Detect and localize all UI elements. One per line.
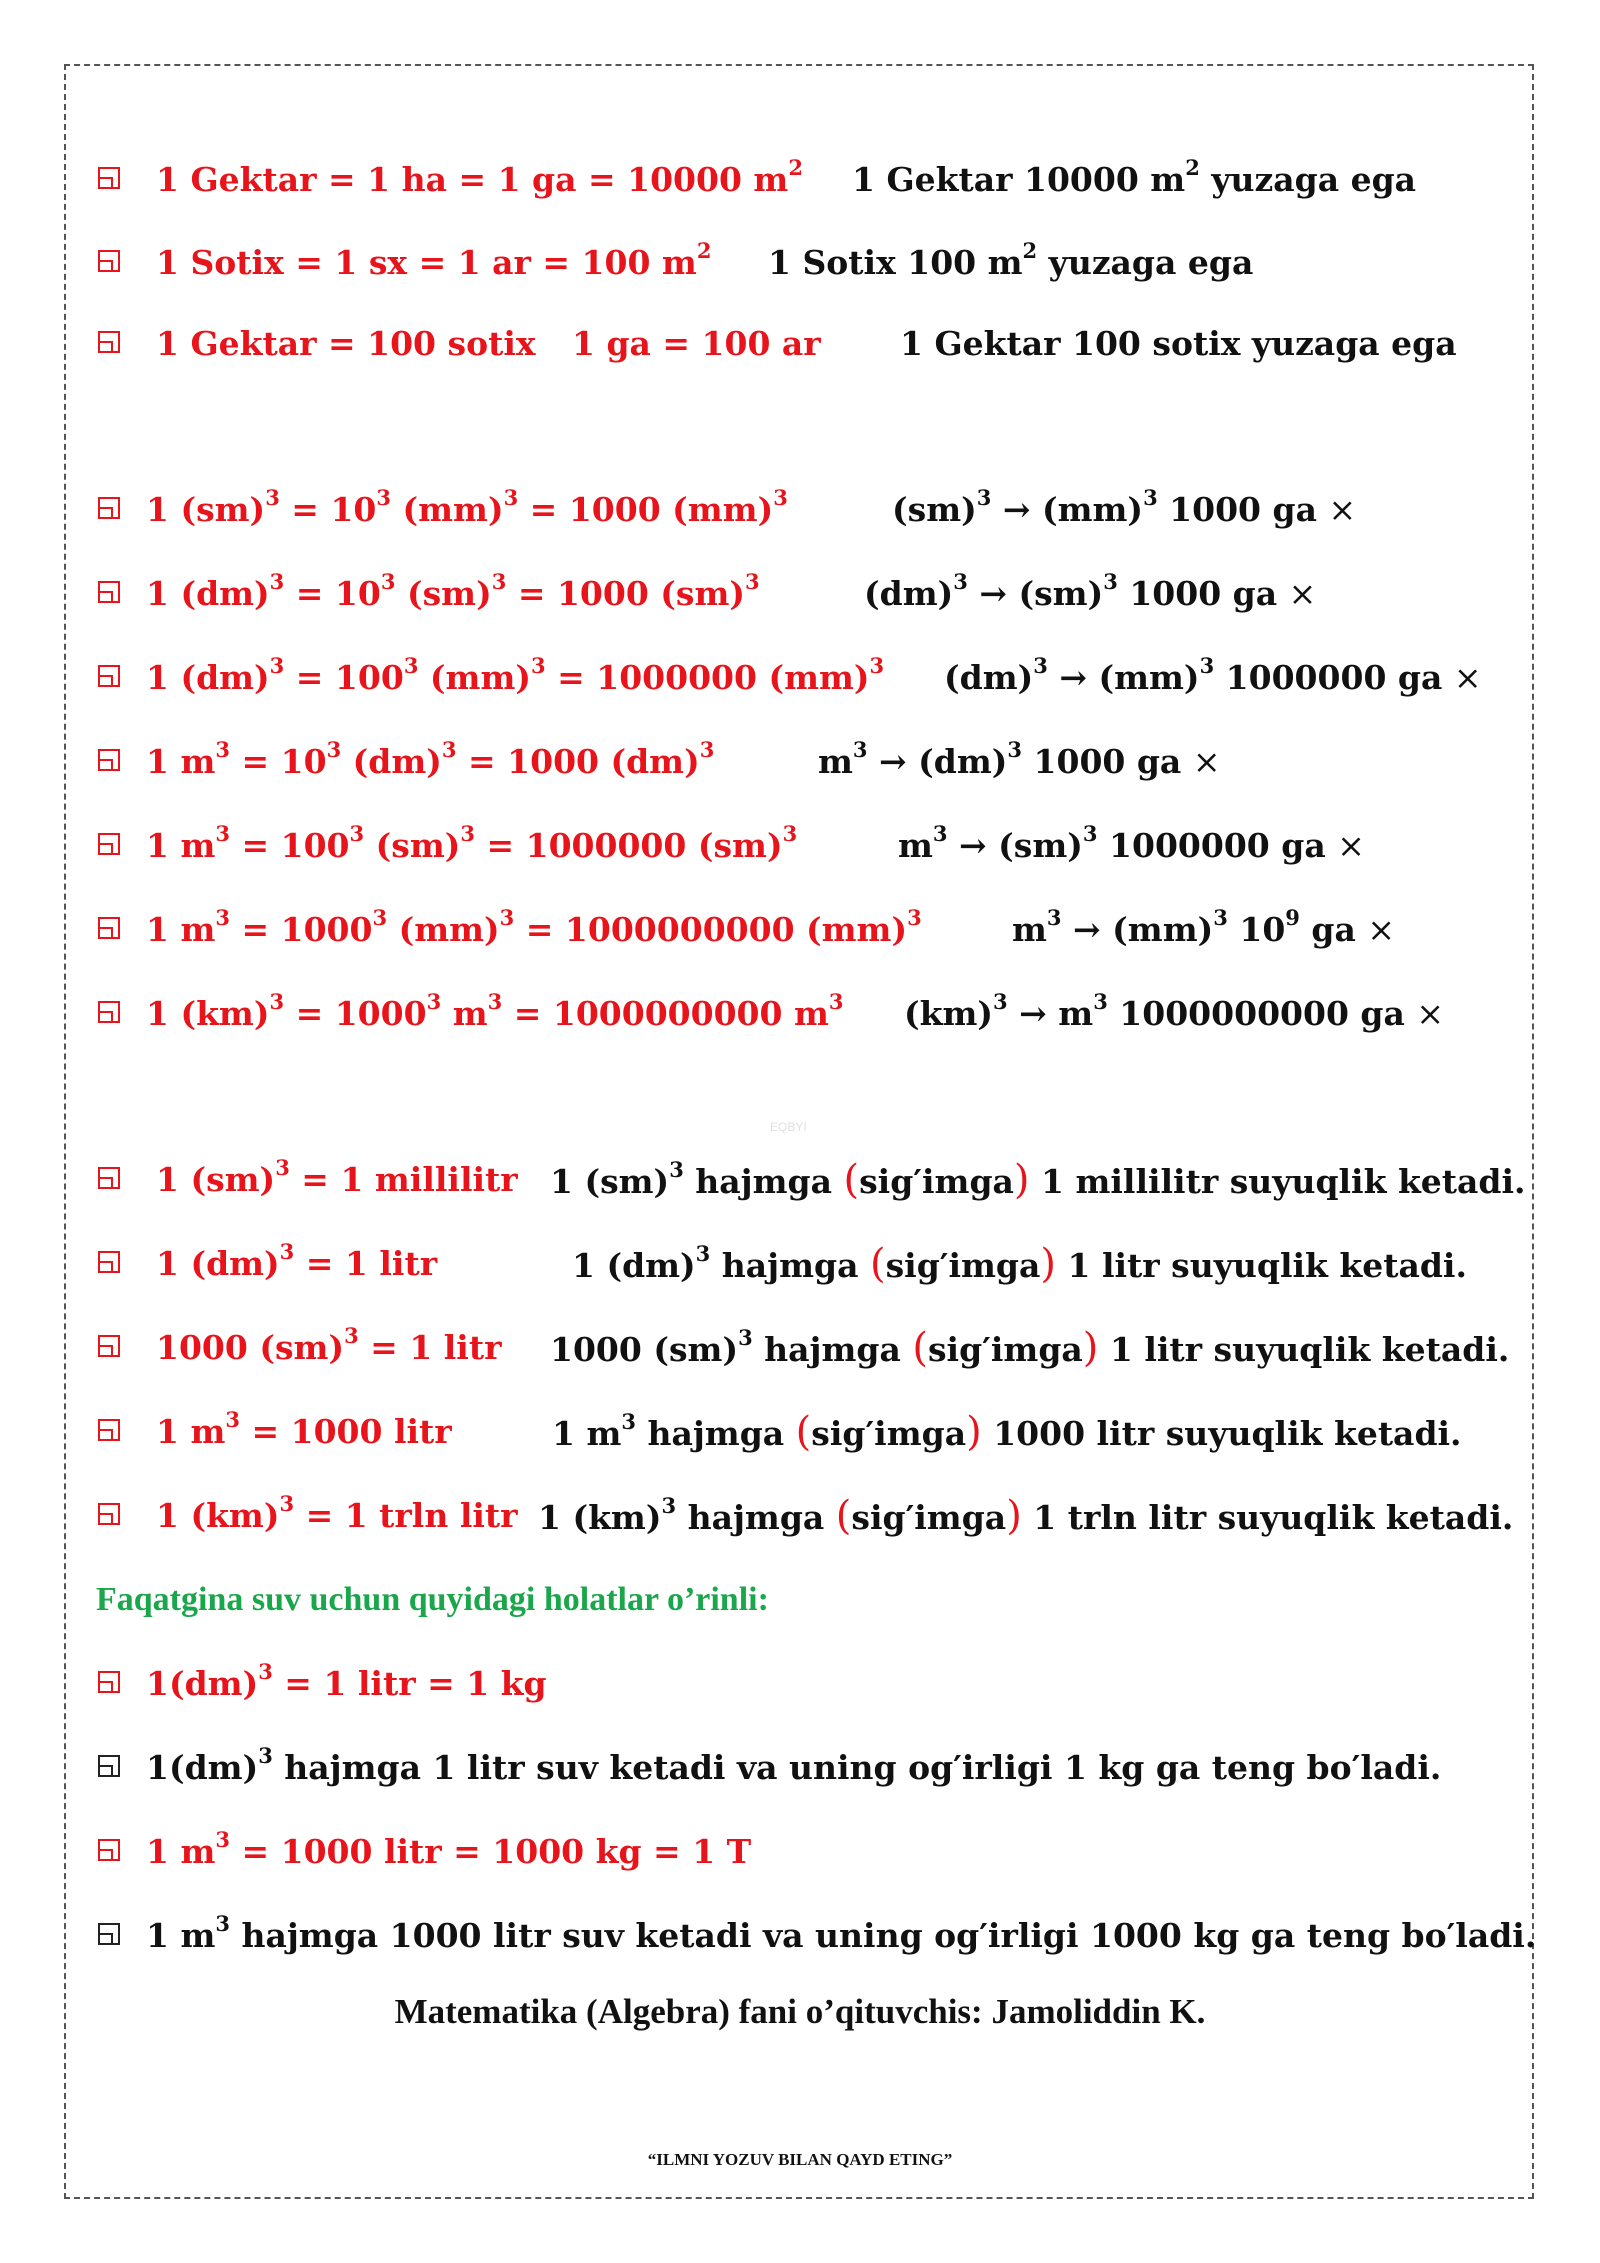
area-formula-alt: 1 ga = 100 ar bbox=[572, 324, 821, 363]
water-heading-row bbox=[0, 1570, 1600, 1630]
checkbox-icon bbox=[98, 1001, 120, 1023]
area-formula: 1 Sotix = 1 sx = 1 ar = 100 $m^2$ bbox=[156, 238, 712, 282]
water-row-2 bbox=[0, 1738, 1600, 1798]
checkbox-icon bbox=[98, 833, 120, 855]
capacity-row-3 bbox=[0, 1318, 1600, 1378]
volume-note: (sm)$^3$ → (mm)$^3$ 1000 ga × bbox=[892, 485, 1357, 529]
volume-formula: 1 $(dm)^3 = 10^3$ (sm)$^3$ = 1000 (sm)$^3$ bbox=[146, 569, 760, 613]
water-row-1 bbox=[0, 1654, 1600, 1714]
checkbox-icon bbox=[98, 1923, 120, 1945]
volume-row-6 bbox=[0, 900, 1600, 960]
watermark: EQBYI bbox=[770, 1120, 807, 1134]
volume-formula: 1 $(dm)^3 = 100^3$ (mm)$^3$ = 1000000 (mm)$^3$ bbox=[146, 653, 885, 697]
area-row-2 bbox=[0, 233, 1600, 293]
area-formula: 1 Gektar = 1 ha = 1 ga = 10000 $m^2$ bbox=[156, 155, 803, 199]
author-credit: Matematika (Algebra) fani o’qituvchis: Jamoliddin K. bbox=[394, 1992, 1206, 2031]
capacity-formula: 1000 (sm)$^3$ = 1 litr bbox=[156, 1323, 502, 1367]
capacity-note: 1 (km)$^3$ hajmga (sig′imga) 1 trln litr suyuqlik ketadi. bbox=[538, 1493, 1514, 1539]
capacity-row-4 bbox=[0, 1402, 1600, 1462]
checkbox-icon bbox=[98, 1755, 120, 1777]
volume-note: $(km)^3 \to m^3$ 1000000000 ga × bbox=[904, 989, 1445, 1033]
capacity-row-5 bbox=[0, 1486, 1600, 1546]
area-row-1 bbox=[0, 150, 1600, 210]
checkbox-icon bbox=[98, 1671, 120, 1693]
volume-note: (dm)$^3$ → (sm)$^3$ 1000 ga × bbox=[864, 569, 1317, 613]
volume-note: $m^3 \to (mm)^3$ $10^9$ ga × bbox=[1012, 905, 1396, 949]
capacity-note: 1 $m^3$ hajmga (sig′imga) 1000 litr suyuqlik ketadi. bbox=[552, 1409, 1462, 1455]
checkbox-icon bbox=[98, 581, 120, 603]
water-heading: Faqatgina suv uchun quyidagi holatlar o’rinli: bbox=[96, 1581, 769, 1618]
water-note: 1 $m^3$ hajmga 1000 litr suv ketadi va uning og′irligi 1000 kg ga teng bo′ladi. bbox=[146, 1911, 1537, 1955]
volume-note: $m^3 \to (sm)^3$ 1000000 ga × bbox=[898, 821, 1365, 865]
checkbox-icon bbox=[98, 1167, 120, 1189]
capacity-formula: 1 (dm)$^3$ = 1 litr bbox=[156, 1239, 438, 1283]
water-formula: 1(dm)$^3$ = 1 litr = 1 kg bbox=[146, 1659, 547, 1703]
volume-formula: 1 $m^3 = 10^3$ (dm)$^3$ = 1000 (dm)$^3$ bbox=[146, 737, 715, 781]
checkbox-icon bbox=[98, 665, 120, 687]
checkbox-icon bbox=[98, 1839, 120, 1861]
volume-formula: 1 $(sm)^3 = 10^3$ (mm)$^3$ = 1000 (mm)$^3$ bbox=[146, 485, 788, 529]
volume-row-2 bbox=[0, 564, 1600, 624]
volume-row-3 bbox=[0, 648, 1600, 708]
footer-motto: “ILMNI YOZUV BILAN QAYD ETING” bbox=[647, 2150, 953, 2169]
checkbox-icon bbox=[98, 167, 120, 189]
water-formula: 1 $m^3 = 1000$ litr = 1000 kg = 1 T bbox=[146, 1827, 752, 1871]
capacity-row-1 bbox=[0, 1150, 1600, 1210]
volume-row-4 bbox=[0, 732, 1600, 792]
volume-formula: 1 $m^3 = 1000^3$ (mm)$^3$ = 1000000000 (mm)$^3$ bbox=[146, 905, 922, 949]
capacity-row-2 bbox=[0, 1234, 1600, 1294]
area-row-3 bbox=[0, 314, 1600, 374]
volume-formula: 1 $m^3 = 100^3$ (sm)$^3$ = 1000000 (sm)$^3$ bbox=[146, 821, 798, 865]
checkbox-icon bbox=[98, 1503, 120, 1525]
area-note: 1 Sotix 100 $m^2$ yuzaga ega bbox=[768, 238, 1254, 282]
checkbox-icon bbox=[98, 497, 120, 519]
water-row-3 bbox=[0, 1822, 1600, 1882]
area-note: 1 Gektar 10000 $m^2$ yuzaga ega bbox=[852, 155, 1417, 199]
water-note: 1(dm)$^3$ hajmga 1 litr suv ketadi va uning og′irligi 1 kg ga teng bo′ladi. bbox=[146, 1743, 1442, 1787]
capacity-formula: 1 $m^3 = 1000$ litr bbox=[156, 1407, 452, 1451]
volume-row-7 bbox=[0, 984, 1600, 1044]
checkbox-icon bbox=[98, 1419, 120, 1441]
water-row-4 bbox=[0, 1906, 1600, 1966]
volume-row-5 bbox=[0, 816, 1600, 876]
checkbox-icon bbox=[98, 749, 120, 771]
checkbox-icon bbox=[98, 331, 120, 353]
volume-formula: 1 $(km)^3 = 1000^3$ $m^3 = 1000000000$ $m^3$ bbox=[146, 989, 844, 1033]
capacity-note: 1000 (sm)$^3$ hajmga (sig′imga) 1 litr suyuqlik ketadi. bbox=[550, 1325, 1510, 1371]
area-formula: 1 Gektar = 100 sotix bbox=[156, 324, 536, 363]
capacity-formula: 1 (km)$^3$ = 1 trln litr bbox=[156, 1491, 518, 1535]
capacity-formula: 1 (sm)$^3$ = 1 millilitr bbox=[156, 1155, 518, 1199]
volume-note: (dm)$^3$ → (mm)$^3$ 1000000 ga × bbox=[944, 653, 1482, 697]
capacity-note: 1 (sm)$^3$ hajmga (sig′imga) 1 millilitr suyuqlik ketadi. bbox=[550, 1157, 1526, 1203]
checkbox-icon bbox=[98, 250, 120, 272]
checkbox-icon bbox=[98, 1251, 120, 1273]
checkbox-icon bbox=[98, 1335, 120, 1357]
volume-note: $m^3 \to (dm)^3$ 1000 ga × bbox=[818, 737, 1221, 781]
capacity-note: 1 (dm)$^3$ hajmga (sig′imga) 1 litr suyuqlik ketadi. bbox=[572, 1241, 1467, 1287]
checkbox-icon bbox=[98, 917, 120, 939]
area-note: 1 Gektar 100 sotix yuzaga ega bbox=[900, 324, 1457, 363]
volume-row-1 bbox=[0, 480, 1600, 540]
